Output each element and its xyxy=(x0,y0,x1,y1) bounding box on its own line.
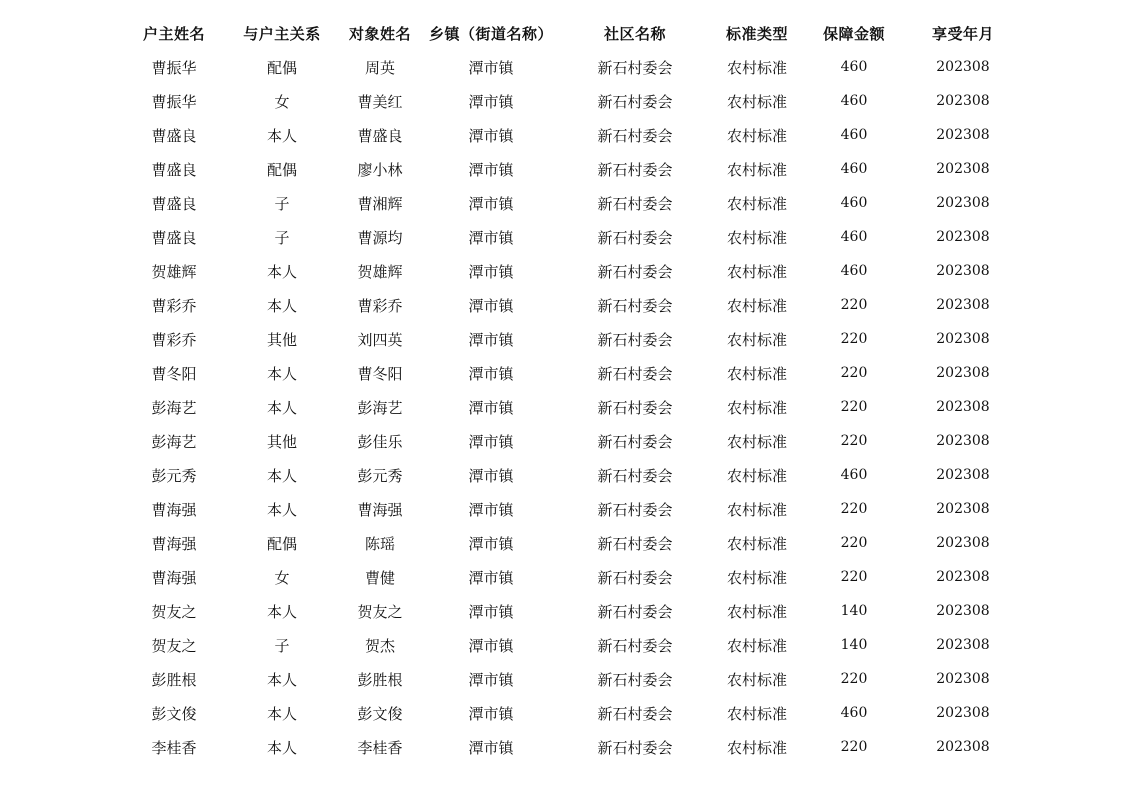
header-household-head: 户主姓名 xyxy=(142,24,205,43)
header-standard-type: 标准类型 xyxy=(725,24,788,43)
cell-township: 潭市镇 xyxy=(468,194,514,213)
cell-standard-type: 农村标准 xyxy=(726,636,787,655)
table-row xyxy=(118,696,1018,730)
cell-amount: 460 xyxy=(840,229,868,245)
cell-amount: 460 xyxy=(840,93,868,109)
cell-township: 潭市镇 xyxy=(468,228,514,247)
cell-recipient-name: 彭文俊 xyxy=(357,704,403,723)
cell-community: 新石村委会 xyxy=(597,636,673,655)
cell-township: 潭市镇 xyxy=(468,636,514,655)
header-relation: 与户主关系 xyxy=(243,24,321,43)
cell-standard-type: 农村标准 xyxy=(726,738,787,757)
cell-amount: 220 xyxy=(840,535,868,551)
table-row xyxy=(118,152,1018,186)
cell-township: 潭市镇 xyxy=(468,126,514,145)
cell-period: 202308 xyxy=(936,433,990,449)
cell-amount: 140 xyxy=(840,603,868,619)
cell-community: 新石村委会 xyxy=(597,466,673,485)
table-row xyxy=(118,322,1018,356)
header-recipient-name: 对象姓名 xyxy=(348,24,411,43)
cell-amount: 220 xyxy=(840,433,868,449)
cell-township: 潭市镇 xyxy=(468,296,514,315)
cell-recipient-name: 曹彩乔 xyxy=(357,296,403,315)
cell-relation: 女 xyxy=(274,568,290,587)
cell-period: 202308 xyxy=(936,365,990,381)
cell-household-head: 贺友之 xyxy=(151,636,197,655)
cell-household-head: 彭胜根 xyxy=(151,670,197,689)
cell-township: 潭市镇 xyxy=(468,364,514,383)
table-row xyxy=(118,560,1018,594)
cell-community: 新石村委会 xyxy=(597,296,673,315)
cell-household-head: 彭文俊 xyxy=(151,704,197,723)
cell-relation: 本人 xyxy=(266,296,297,315)
cell-relation: 本人 xyxy=(266,738,297,757)
cell-township: 潭市镇 xyxy=(468,398,514,417)
cell-township: 潭市镇 xyxy=(468,432,514,451)
cell-community: 新石村委会 xyxy=(597,704,673,723)
table-row xyxy=(118,288,1018,322)
cell-household-head: 曹彩乔 xyxy=(151,296,197,315)
cell-household-head: 贺雄辉 xyxy=(151,262,197,281)
cell-township: 潭市镇 xyxy=(468,534,514,553)
cell-period: 202308 xyxy=(936,229,990,245)
cell-community: 新石村委会 xyxy=(597,670,673,689)
header-township: 乡镇（街道名称） xyxy=(428,24,553,43)
cell-standard-type: 农村标准 xyxy=(726,466,787,485)
cell-amount: 460 xyxy=(840,467,868,483)
table-row xyxy=(118,526,1018,560)
cell-recipient-name: 贺雄辉 xyxy=(357,262,403,281)
table-row xyxy=(118,356,1018,390)
cell-township: 潭市镇 xyxy=(468,330,514,349)
cell-standard-type: 农村标准 xyxy=(726,92,787,111)
cell-period: 202308 xyxy=(936,59,990,75)
cell-township: 潭市镇 xyxy=(468,704,514,723)
cell-household-head: 彭海艺 xyxy=(151,432,197,451)
cell-community: 新石村委会 xyxy=(597,330,673,349)
cell-standard-type: 农村标准 xyxy=(726,228,787,247)
cell-community: 新石村委会 xyxy=(597,534,673,553)
table-row xyxy=(118,594,1018,628)
table-row xyxy=(118,458,1018,492)
cell-standard-type: 农村标准 xyxy=(726,602,787,621)
cell-household-head: 彭海艺 xyxy=(151,398,197,417)
table-row xyxy=(118,186,1018,220)
cell-relation: 子 xyxy=(274,636,290,655)
cell-community: 新石村委会 xyxy=(597,92,673,111)
cell-period: 202308 xyxy=(936,127,990,143)
cell-standard-type: 农村标准 xyxy=(726,296,787,315)
cell-period: 202308 xyxy=(936,93,990,109)
cell-relation: 本人 xyxy=(266,126,297,145)
cell-relation: 本人 xyxy=(266,704,297,723)
cell-relation: 其他 xyxy=(266,432,297,451)
cell-recipient-name: 曹健 xyxy=(364,568,395,587)
cell-household-head: 曹振华 xyxy=(151,58,197,77)
cell-standard-type: 农村标准 xyxy=(726,58,787,77)
cell-period: 202308 xyxy=(936,603,990,619)
cell-amount: 220 xyxy=(840,739,868,755)
cell-relation: 配偶 xyxy=(266,534,297,553)
cell-recipient-name: 曹海强 xyxy=(357,500,403,519)
cell-household-head: 曹振华 xyxy=(151,92,197,111)
cell-community: 新石村委会 xyxy=(597,568,673,587)
cell-household-head: 曹彩乔 xyxy=(151,330,197,349)
table-body xyxy=(118,50,1018,764)
cell-relation: 本人 xyxy=(266,398,297,417)
cell-period: 202308 xyxy=(936,467,990,483)
cell-community: 新石村委会 xyxy=(597,126,673,145)
cell-household-head: 曹冬阳 xyxy=(151,364,197,383)
cell-period: 202308 xyxy=(936,569,990,585)
cell-community: 新石村委会 xyxy=(597,398,673,417)
cell-relation: 本人 xyxy=(266,262,297,281)
cell-community: 新石村委会 xyxy=(597,602,673,621)
cell-relation: 子 xyxy=(274,194,290,213)
cell-amount: 460 xyxy=(840,127,868,143)
cell-household-head: 曹盛良 xyxy=(151,160,197,179)
cell-standard-type: 农村标准 xyxy=(726,568,787,587)
cell-relation: 女 xyxy=(274,92,290,111)
cell-standard-type: 农村标准 xyxy=(726,704,787,723)
cell-relation: 本人 xyxy=(266,670,297,689)
cell-relation: 配偶 xyxy=(266,58,297,77)
cell-community: 新石村委会 xyxy=(597,500,673,519)
cell-period: 202308 xyxy=(936,671,990,687)
cell-recipient-name: 周英 xyxy=(364,58,395,77)
table-row xyxy=(118,628,1018,662)
cell-household-head: 曹海强 xyxy=(151,568,197,587)
assistance-table xyxy=(118,16,1018,764)
cell-relation: 本人 xyxy=(266,602,297,621)
cell-standard-type: 农村标准 xyxy=(726,194,787,213)
cell-standard-type: 农村标准 xyxy=(726,262,787,281)
cell-township: 潭市镇 xyxy=(468,738,514,757)
cell-amount: 140 xyxy=(840,637,868,653)
cell-period: 202308 xyxy=(936,331,990,347)
cell-community: 新石村委会 xyxy=(597,738,673,757)
cell-recipient-name: 彭海艺 xyxy=(357,398,403,417)
cell-period: 202308 xyxy=(936,535,990,551)
table-row xyxy=(118,662,1018,696)
cell-standard-type: 农村标准 xyxy=(726,432,787,451)
cell-standard-type: 农村标准 xyxy=(726,500,787,519)
table-row xyxy=(118,730,1018,764)
cell-recipient-name: 曹源均 xyxy=(357,228,403,247)
cell-household-head: 曹盛良 xyxy=(151,194,197,213)
cell-household-head: 曹海强 xyxy=(151,534,197,553)
cell-recipient-name: 贺杰 xyxy=(364,636,395,655)
table-row xyxy=(118,254,1018,288)
cell-amount: 220 xyxy=(840,365,868,381)
cell-township: 潭市镇 xyxy=(468,58,514,77)
cell-relation: 本人 xyxy=(266,500,297,519)
cell-standard-type: 农村标准 xyxy=(726,330,787,349)
cell-period: 202308 xyxy=(936,637,990,653)
cell-recipient-name: 刘四英 xyxy=(357,330,403,349)
cell-period: 202308 xyxy=(936,263,990,279)
cell-relation: 其他 xyxy=(266,330,297,349)
cell-community: 新石村委会 xyxy=(597,58,673,77)
table-row xyxy=(118,84,1018,118)
cell-amount: 220 xyxy=(840,399,868,415)
cell-recipient-name: 贺友之 xyxy=(357,602,403,621)
cell-community: 新石村委会 xyxy=(597,364,673,383)
cell-period: 202308 xyxy=(936,739,990,755)
cell-recipient-name: 彭佳乐 xyxy=(357,432,403,451)
cell-amount: 460 xyxy=(840,161,868,177)
cell-amount: 220 xyxy=(840,671,868,687)
cell-township: 潭市镇 xyxy=(468,160,514,179)
cell-household-head: 李桂香 xyxy=(151,738,197,757)
table-row xyxy=(118,118,1018,152)
header-community: 社区名称 xyxy=(603,24,666,43)
table-row xyxy=(118,424,1018,458)
cell-community: 新石村委会 xyxy=(597,432,673,451)
cell-household-head: 彭元秀 xyxy=(151,466,197,485)
cell-standard-type: 农村标准 xyxy=(726,364,787,383)
cell-community: 新石村委会 xyxy=(597,160,673,179)
cell-relation: 本人 xyxy=(266,364,297,383)
cell-amount: 220 xyxy=(840,501,868,517)
cell-amount: 460 xyxy=(840,705,868,721)
cell-recipient-name: 李桂香 xyxy=(357,738,403,757)
cell-township: 潭市镇 xyxy=(468,568,514,587)
cell-amount: 460 xyxy=(840,195,868,211)
cell-recipient-name: 彭元秀 xyxy=(357,466,403,485)
cell-amount: 460 xyxy=(840,263,868,279)
table-row xyxy=(118,390,1018,424)
table-header-row xyxy=(118,16,1018,50)
cell-township: 潭市镇 xyxy=(468,466,514,485)
cell-township: 潭市镇 xyxy=(468,92,514,111)
cell-standard-type: 农村标准 xyxy=(726,534,787,553)
cell-period: 202308 xyxy=(936,297,990,313)
cell-recipient-name: 曹美红 xyxy=(357,92,403,111)
cell-period: 202308 xyxy=(936,399,990,415)
cell-relation: 本人 xyxy=(266,466,297,485)
document-sheet xyxy=(118,16,1018,764)
table-row xyxy=(118,492,1018,526)
table-row xyxy=(118,50,1018,84)
cell-amount: 460 xyxy=(840,59,868,75)
cell-recipient-name: 曹冬阳 xyxy=(357,364,403,383)
header-period: 享受年月 xyxy=(931,24,994,43)
cell-recipient-name: 曹盛良 xyxy=(357,126,403,145)
cell-recipient-name: 廖小林 xyxy=(357,160,403,179)
cell-period: 202308 xyxy=(936,501,990,517)
cell-recipient-name: 曹湘辉 xyxy=(357,194,403,213)
cell-standard-type: 农村标准 xyxy=(726,670,787,689)
cell-period: 202308 xyxy=(936,161,990,177)
cell-community: 新石村委会 xyxy=(597,194,673,213)
cell-household-head: 曹盛良 xyxy=(151,228,197,247)
cell-amount: 220 xyxy=(840,569,868,585)
cell-standard-type: 农村标准 xyxy=(726,160,787,179)
cell-period: 202308 xyxy=(936,195,990,211)
cell-household-head: 曹盛良 xyxy=(151,126,197,145)
cell-standard-type: 农村标准 xyxy=(726,126,787,145)
cell-household-head: 曹海强 xyxy=(151,500,197,519)
cell-township: 潭市镇 xyxy=(468,670,514,689)
cell-household-head: 贺友之 xyxy=(151,602,197,621)
cell-period: 202308 xyxy=(936,705,990,721)
cell-recipient-name: 陈瑶 xyxy=(364,534,395,553)
cell-amount: 220 xyxy=(840,331,868,347)
cell-township: 潭市镇 xyxy=(468,602,514,621)
header-amount: 保障金额 xyxy=(822,24,885,43)
cell-community: 新石村委会 xyxy=(597,262,673,281)
cell-standard-type: 农村标准 xyxy=(726,398,787,417)
table-row xyxy=(118,220,1018,254)
cell-relation: 配偶 xyxy=(266,160,297,179)
cell-community: 新石村委会 xyxy=(597,228,673,247)
cell-amount: 220 xyxy=(840,297,868,313)
cell-township: 潭市镇 xyxy=(468,500,514,519)
cell-relation: 子 xyxy=(274,228,290,247)
cell-recipient-name: 彭胜根 xyxy=(357,670,403,689)
cell-township: 潭市镇 xyxy=(468,262,514,281)
